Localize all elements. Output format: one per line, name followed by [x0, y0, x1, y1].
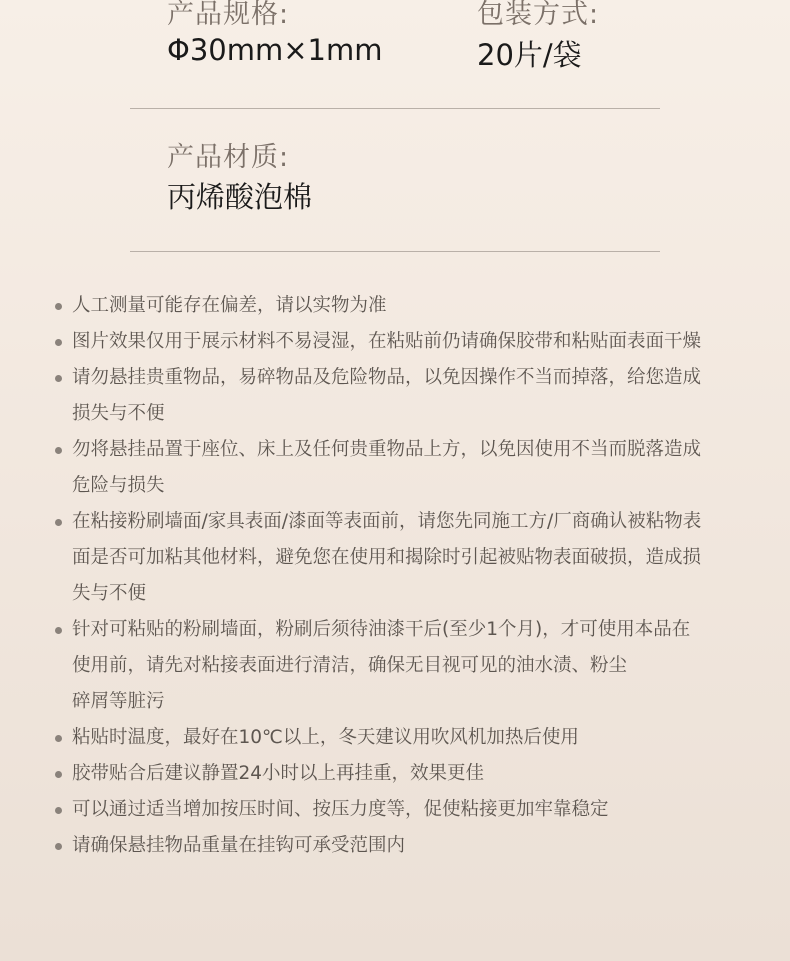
note-text: 人工测量可能存在偏差，请以实物为准 [72, 295, 387, 316]
note-text: 勿将悬挂品置于座位、床上及任何贵重物品上方，以免因使用不当而脱落造成 危险与损失 [72, 439, 702, 496]
note-item [55, 756, 775, 792]
size-value: Φ30mm×1mm [167, 33, 383, 67]
note-item [55, 828, 775, 864]
note-item [55, 792, 775, 828]
note-text: 图片效果仅用于展示材料不易浸湿，在粘贴前仍请确保胶带和粘贴面表面干燥 [72, 331, 702, 352]
note-text: 胶带贴合后建议静置24小时以上再挂重，效果更佳 [72, 763, 485, 784]
bullet-icon [55, 771, 62, 778]
bullet-icon [55, 375, 62, 382]
bullet-icon [55, 627, 62, 634]
bullet-icon [55, 843, 62, 850]
note-text: 针对可粘贴的粉刷墙面，粉刷后须待油漆干后(至少1个月)，才可使用本品在 使用前，请先对粘接表面进行清洁，确保无目视可见的油水渍、粉尘 碎屑等脏污 [72, 619, 691, 712]
bullet-icon [55, 735, 62, 742]
divider-bottom [130, 251, 660, 252]
note-item [55, 360, 775, 432]
note-item [55, 288, 775, 324]
note-text: 粘贴时温度，最好在10℃以上，冬天建议用吹风机加热后使用 [72, 727, 579, 748]
bullet-icon [55, 339, 62, 346]
package-value: 20片/袋 [477, 38, 582, 72]
note-text: 在粘接粉刷墙面/家具表面/漆面等表面前，请您先同施工方/厂商确认被粘物表 面是否可加粘其他材料，避免您在使用和揭除时引起被贴物表面破损，造成损 失与不便 [72, 511, 702, 604]
size-label: 产品规格: [167, 0, 290, 30]
divider-top [130, 108, 660, 109]
note-text: 请勿悬挂贵重物品，易碎物品及危险物品，以免因操作不当而掉落，给您造成 损失与不便 [72, 367, 702, 424]
package-label: 包装方式: [477, 0, 600, 30]
note-text: 可以通过适当增加按压时间、按压力度等，促使粘接更加牢靠稳定 [72, 799, 609, 820]
note-item [55, 504, 775, 612]
note-item [55, 612, 775, 720]
bullet-icon [55, 519, 62, 526]
note-item [55, 432, 775, 504]
bullet-icon [55, 303, 62, 310]
notes-list [55, 288, 775, 864]
note-item [55, 720, 775, 756]
material-value: 丙烯酸泡棉 [167, 180, 313, 214]
bullet-icon [55, 807, 62, 814]
bullet-icon [55, 447, 62, 454]
note-text: 请确保悬挂物品重量在挂钩可承受范围内 [72, 835, 406, 856]
note-item [55, 324, 775, 360]
material-label: 产品材质: [167, 142, 290, 173]
